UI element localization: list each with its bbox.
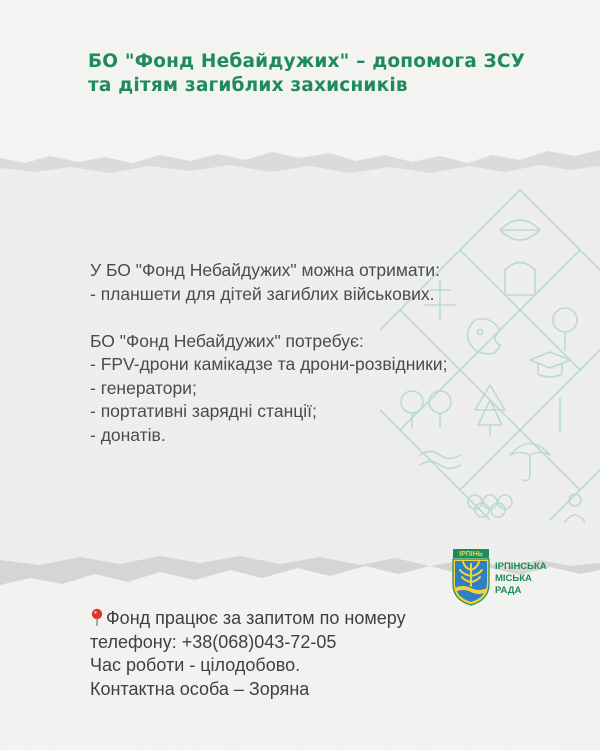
page-title: БО "Фонд Небайдужих" – допомога ЗСУ та дітям загиблих захисників: [88, 51, 526, 96]
shield-caption: ІРПІНЬ: [459, 551, 483, 559]
needs-heading: БО "Фонд Небайдужих" потребує:: [90, 330, 364, 351]
logo-line: РАДА: [495, 585, 522, 596]
contact-person: Контактна особа – Зоряна: [90, 678, 310, 699]
paragraph-gap: [90, 306, 530, 330]
contact-phone: телефону: +38(068)043-72-05: [90, 631, 337, 652]
receive-item: - планшети для дітей загиблих військових.: [90, 283, 435, 304]
contact-line: [90, 607, 570, 631]
needs-item: - портативні зарядні станції;: [90, 401, 317, 421]
needs-item: - FPV-дрони камікадзе та дрони-розвідники;: [90, 354, 448, 374]
irpin-coat-of-arms-icon: [451, 548, 491, 606]
irpin-city-council-logo: [451, 548, 571, 608]
receive-heading: У БО "Фонд Небайдужих" можна отримати:: [90, 260, 440, 280]
logo-caption: [495, 561, 547, 597]
contact-text: Фонд працює за запитом по номеру: [106, 608, 406, 628]
needs-item: - генератори;: [90, 377, 197, 398]
working-hours: Час роботи - цілодобово.: [90, 655, 301, 675]
logo-line: ІРПІНСЬКА: [495, 561, 547, 572]
map-pin-icon: [90, 608, 104, 626]
logo-line: МІСЬКА: [495, 573, 532, 584]
needs-item: - донатів.: [90, 424, 166, 445]
contact-block: [90, 607, 570, 701]
info-block: [90, 259, 530, 447]
